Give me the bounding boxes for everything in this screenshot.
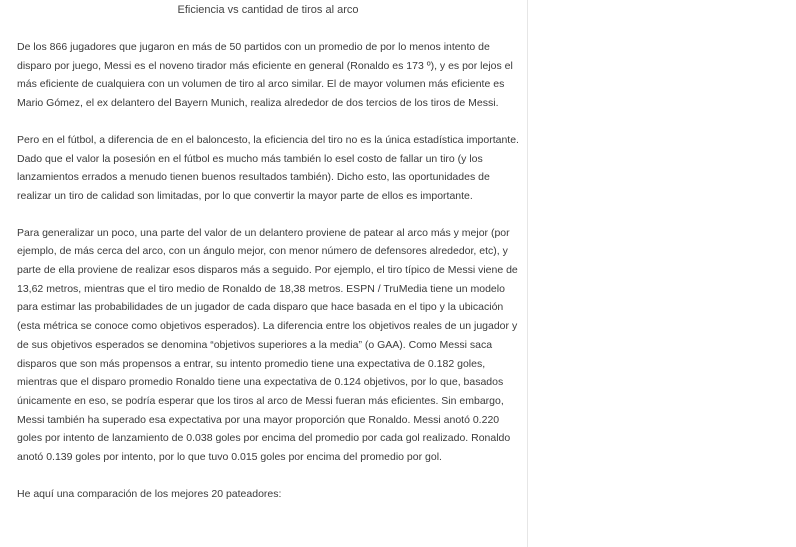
sidebar-empty	[528, 0, 796, 547]
article-body	[17, 0, 519, 503]
paragraph-top-20-intro: He aquí una comparación de los mejores 20 pateadores:	[17, 487, 282, 500]
paragraph-expected-goals: Para generalizar un poco, una parte del valor de un delantero proviene de patear al arco más y mejor (por ejemplo, de más cerca del arco, con un ángulo mejor, con menor número de defensores alrededor, etc), y parte de ella proviene de realizar esos disparos más a seguido. Por ejemplo, el tiro típico de Messi viene de 13,62 metros, mientras que el tiro medio de Ronaldo de 18,38 metros. ESPN / TruMedia tiene un modelo para estimar las probabilidades de un jugador de cada disparo que hace basada en el tipo y la ubicación (esta métrica se conoce como objetivos esperados). La diferencia entre los objetivos reales de un jugador y de sus objetivos esperados se denomina “objetivos superiores a la media” (o GAA). Como Messi saca disparos que son más propensos a entrar, su intento promedio tiene una expectativa de 0.182 goles, mientras que el disparo promedio Ronaldo tiene una expectativa de 0.124 objetivos, por lo que, basados únicamente en eso, se podría esperar que los tiros al arco de Messi fueran más eficientes. Sin embargo, Messi también ha superado esa expectativa por una mayor proporción que Ronaldo. Messi anotó 0.220 goles por intento de lanzamiento de 0.038 goles por encima del promedio por cada gol realizado. Ronaldo anotó 0.139 goles por intento, por lo que tuvo 0.015 goles por encima del promedio por gol.	[17, 226, 518, 464]
paragraph-shot-efficiency-importance: Pero en el fútbol, a diferencia de en el baloncesto, la eficiencia del tiro no es la única estadística importante. Dado que el valor la posesión en el fútbol es mucho más también lo esel costo de fallar un tiro (y los lanzamientos errados a menudo tienen buenos resultados también). Dicho esto, las oportunidades de realizar un tiro de calidad son limitadas, por lo que convertir la mayor parte de ellos es importante.	[17, 133, 519, 202]
paragraph-efficiency-ranking: De los 866 jugadores que jugaron en más de 50 partidos con un promedio de por lo menos intento de disparo por juego, Messi es el noveno tirador más eficiente en general (Ronaldo es 173 º), y es por lejos el más eficiente de cualquiera con un volumen de tiro al arco similar. El de mayor volumen más eficiente es Mario Gómez, el ex delantero del Bayern Munich, realiza alrededor de dos tercios de los tiros de Messi.	[17, 41, 513, 110]
chart-caption: Eficiencia vs cantidad de tiros al arco	[177, 4, 359, 16]
